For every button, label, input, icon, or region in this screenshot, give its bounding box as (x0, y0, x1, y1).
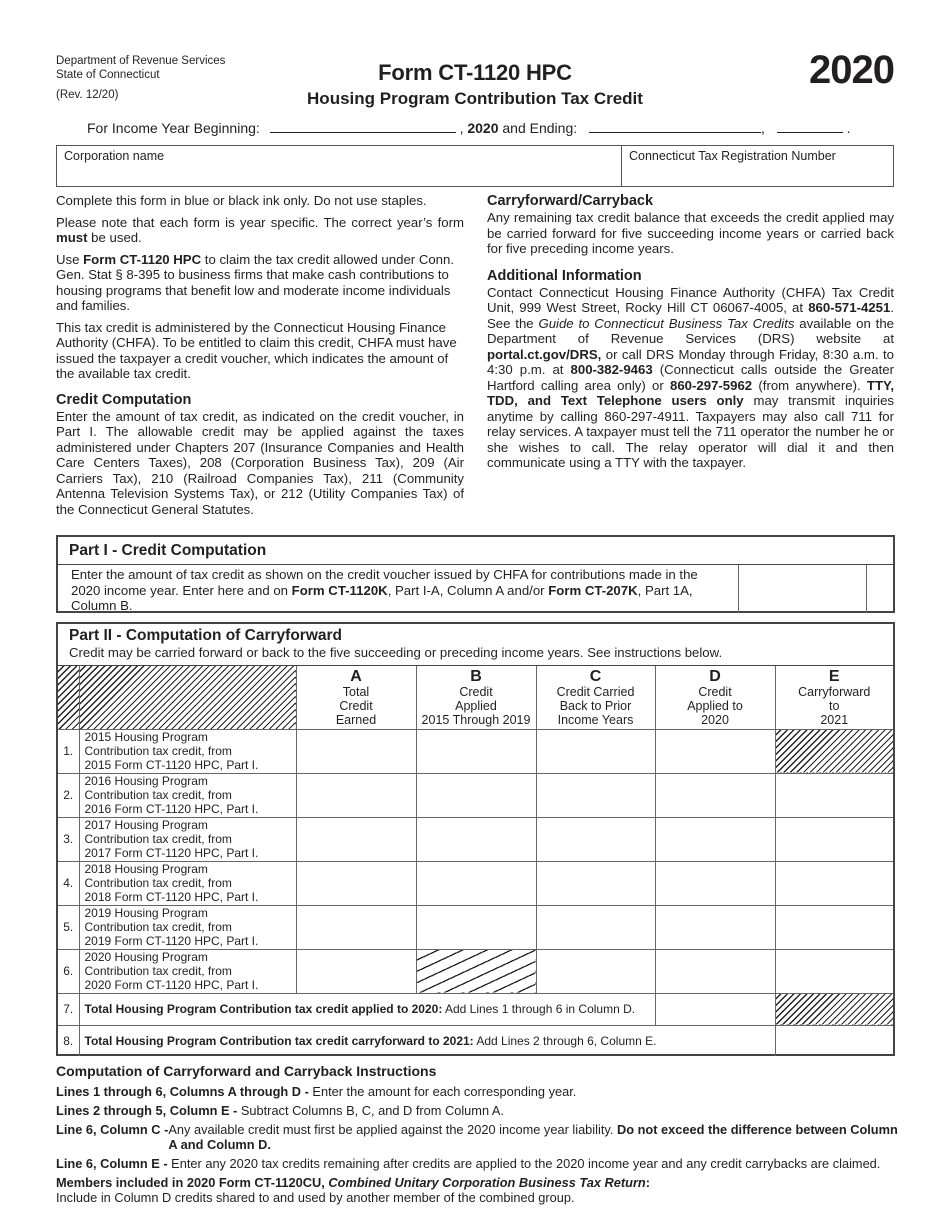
line6-col-c-field[interactable] (536, 949, 655, 993)
line2-col-b-field[interactable] (416, 773, 536, 817)
additional-info-body: Contact Connecticut Housing Finance Authority (CHFA) Tax Credit Unit, 999 West Street, Rocky Hill CT 06067-4005, at 860-571-4251. See the Guide to Connecticut Business Tax Credits available on the Department of Revenue Services (DRS) website at portal.ct.gov/DRS, or call DRS Monday through Friday, 8:30 a.m. to 4:30 p.m. at 800-382-9463 (Connecticut calls outside the Greater Hartford calling area only) or 860-297-5962 (from anywhere). TTY, TDD, and Text Telephone users only may transmit inquiries anytime by calling 860-297-4911. Taxpayers may also call 711 for relay services. A taxpayer must tell the 711 operator the number he or she wishes to call. The relay operator will dial it and then communicate using a TTY with the taxpayer. (487, 284, 895, 470)
guide-title: Guide to Connecticut Business Tax Credits (538, 315, 795, 331)
line1-col-c-field[interactable] (536, 729, 655, 773)
line2-col-d-field[interactable] (655, 773, 775, 817)
income-year-beginning-label: For Income Year Beginning: (87, 120, 260, 136)
tty-note: TTY, TDD, and Text Telephone users only (487, 377, 895, 408)
income-year-bold: 2020 (467, 120, 499, 136)
line5-col-c-field[interactable] (536, 905, 655, 949)
line5-col-e-field[interactable] (775, 905, 893, 949)
income-year-line: For Income Year Beginning: , 2020 and Ending: , . (87, 120, 851, 136)
info-column (487, 193, 894, 477)
income-year-ending-year-field[interactable] (777, 121, 843, 133)
instructions-section (56, 1064, 906, 1205)
form-purpose: Use Form CT-1120 HPC to claim the tax credit allowed under Conn. Gen. Stat § 8-395 to business firms that make cash contributions to housing programs that benefit low and moderate income individuals and families. (56, 251, 455, 313)
table-row (58, 729, 893, 773)
column-header-e: E Carryforward to 2021 (775, 666, 893, 729)
line3-col-a-field[interactable] (296, 817, 416, 861)
form-title: Form CT-1120 HPC (378, 60, 572, 85)
hatched-cell (58, 666, 79, 729)
line2-col-a-field[interactable] (296, 773, 416, 817)
part1-amount-field[interactable] (739, 565, 867, 613)
credit-computation-heading: Credit Computation (56, 391, 192, 408)
table-row-total-carryforward (58, 1025, 893, 1056)
column-header-b: B Credit Applied 2015 Through 2019 (416, 666, 536, 729)
corporation-name-field[interactable] (57, 146, 622, 186)
line-number: 5. (58, 905, 79, 949)
line4-col-b-field[interactable] (416, 861, 536, 905)
column-header-d: D Credit Applied to 2020 (655, 666, 775, 729)
line-number: 4. (58, 861, 79, 905)
line2-col-c-field[interactable] (536, 773, 655, 817)
line1-col-a-field[interactable] (296, 729, 416, 773)
line1-col-d-field[interactable] (655, 729, 775, 773)
drs-phone-any: 860-297-5962 (670, 377, 753, 393)
income-year-beginning-field[interactable] (270, 121, 456, 133)
drs-phone-ct: 800-382-9463 (570, 362, 653, 377)
line8-description: Total Housing Program Contribution tax credit carryforward to 2021: Add Lines 2 through 6, Column E. (79, 1025, 775, 1056)
part2-section (56, 622, 895, 1056)
drs-website: portal.ct.gov/DRS, (487, 346, 602, 362)
line6-col-d-field[interactable] (655, 949, 775, 993)
additional-info-heading: Additional Information (487, 267, 642, 284)
credit-computation-body: Enter the amount of tax credit, as indicated on the credit voucher, in Part I. The allowable credit may be applied against the taxes administered under Chapters 207 (Insurance Companies and Health Care Centers Taxes), 208 (Corporation Business Tax), 209 (Air Carriers Tax), 210 (Railroad Companies Tax), 211 (Community Antenna Television Systems Tax), or 212 (Utility Companies Tax) of the Connecticut General Statutes. (56, 408, 464, 517)
corporation-name-label: Corporation name (64, 149, 165, 163)
line5-col-a-field[interactable] (296, 905, 416, 949)
column-header-c: C Credit Carried Back to Prior Income Years (536, 666, 655, 729)
form-year: 2020 (809, 48, 894, 92)
line4-col-c-field[interactable] (536, 861, 655, 905)
column-header-row (58, 666, 893, 729)
line-number: 8. (58, 1025, 79, 1056)
part1-section (56, 535, 895, 613)
line3-col-d-field[interactable] (655, 817, 775, 861)
combined-members-note: Members included in 2020 Form CT-1120CU, Combined Unitary Corporation Business Tax Return: (56, 1175, 651, 1190)
taxpayer-id-box (56, 145, 894, 187)
line-description: 2019 Housing Program Contribution tax credit, from 2019 Form CT-1120 HPC, Part I. (79, 905, 296, 949)
line-description: 2018 Housing Program Contribution tax credit, from 2018 Form CT-1120 HPC, Part I. (79, 861, 296, 905)
column-header-a: A Total Credit Earned (296, 666, 416, 729)
part1-title: Part I - Credit Computation (58, 537, 893, 565)
line-number: 3. (58, 817, 79, 861)
table-row (58, 905, 893, 949)
revision-date: (Rev. 12/20) (56, 89, 119, 101)
table-row-total-applied (58, 993, 893, 1025)
income-year-ending-label: and Ending: (502, 120, 578, 136)
line-number: 1. (58, 729, 79, 773)
form-subtitle: Housing Program Contribution Tax Credit (307, 89, 643, 108)
instructions-heading: Computation of Carryforward and Carryback Instructions (56, 1063, 437, 1079)
hatched-cell (416, 949, 536, 993)
instruction-lines-2-5: Lines 2 through 5, Column E - Subtract Columns B, C, and D from Column A. (56, 1103, 505, 1118)
line4-col-d-field[interactable] (655, 861, 775, 905)
line7-total-field[interactable] (655, 993, 775, 1025)
intro-column (56, 193, 464, 523)
carryforward-body: Any remaining tax credit balance that exceeds the credit applied may be carried forward for five succeeding income years or carried back for five preceding income years. (487, 210, 894, 256)
table-row (58, 949, 893, 993)
line6-col-e-field[interactable] (775, 949, 893, 993)
state-name: State of Connecticut (56, 69, 160, 81)
line3-col-c-field[interactable] (536, 817, 655, 861)
line3-col-b-field[interactable] (416, 817, 536, 861)
hatched-cell (775, 729, 893, 773)
line-number: 6. (58, 949, 79, 993)
line5-col-d-field[interactable] (655, 905, 775, 949)
carryforward-table (58, 666, 893, 1056)
registration-number-field[interactable] (622, 146, 893, 186)
line7-description: Total Housing Program Contribution tax credit applied to 2020: Add Lines 1 through 6 in Column D. (79, 993, 655, 1025)
hatched-cell (775, 993, 893, 1025)
line3-col-e-field[interactable] (775, 817, 893, 861)
line-description: 2017 Housing Program Contribution tax credit, from 2017 Form CT-1120 HPC, Part I. (79, 817, 296, 861)
line-description: 2016 Housing Program Contribution tax credit, from 2016 Form CT-1120 HPC, Part I. (79, 773, 296, 817)
chfa-phone: 860-571-4251 (808, 300, 891, 315)
agency-name: Department of Revenue Services (56, 55, 226, 67)
line-description: 2020 Housing Program Contribution tax credit, from 2020 Form CT-1120 HPC, Part I. (79, 949, 296, 993)
line4-col-a-field[interactable] (296, 861, 416, 905)
line4-col-e-field[interactable] (775, 861, 893, 905)
part2-subtitle: Credit may be carried forward or back to the five succeeding or preceding income years. See instructions below. (69, 645, 723, 660)
table-row (58, 817, 893, 861)
line1-col-b-field[interactable] (416, 729, 536, 773)
instruction-line6-col-e: Line 6, Column E - Enter any 2020 tax credits remaining after credits are applied to the 2020 income year and any credit carrybacks are claimed. (56, 1156, 881, 1171)
table-row (58, 773, 893, 817)
hatched-cell (79, 666, 296, 729)
income-year-ending-field[interactable] (589, 121, 761, 133)
year-specific-note: Please note that each form is year specific. The correct year’s form must be used. (56, 214, 464, 245)
line8-total-field[interactable] (775, 1025, 893, 1056)
part1-cents-field[interactable] (867, 565, 893, 613)
line2-col-e-field[interactable] (775, 773, 893, 817)
chfa-administration: This tax credit is administered by the Connecticut Housing Finance Authority (CHFA). To be entitled to claim this credit, CHFA must have issued the taxpayer a credit voucher, which indicates the amount of the available tax credit. (56, 319, 457, 381)
line-number: 7. (58, 993, 79, 1025)
instruction-lines-1-6: Lines 1 through 6, Columns A through D - Enter the amount for each corresponding year. (56, 1084, 577, 1099)
line-description: 2015 Housing Program Contribution tax credit, from 2015 Form CT-1120 HPC, Part I. (79, 729, 296, 773)
part1-instruction: Enter the amount of tax credit as shown on the credit voucher issued by CHFA for contributions made in the 2020 income year. Enter here and on Form CT-1120K, Part I-A, Column A and/or Form CT-207K, Part 1A, Column B. (58, 565, 739, 613)
combined-members-instruction: Include in Column D credits shared to and used by another member of the combined group. (56, 1190, 575, 1205)
carryforward-heading: Carryforward/Carryback (487, 193, 654, 209)
table-row (58, 861, 893, 905)
line5-col-b-field[interactable] (416, 905, 536, 949)
ink-instruction: Complete this form in blue or black ink only. Do not use staples. (56, 193, 427, 208)
registration-number-label: Connecticut Tax Registration Number (629, 149, 836, 163)
line6-col-a-field[interactable] (296, 949, 416, 993)
line-number: 2. (58, 773, 79, 817)
instruction-line6-col-c: Line 6, Column C - Any available credit must first be applied against the 2020 income year liability. Do not exceed the difference between Column A and Column D. (56, 1122, 898, 1152)
part2-title: Part II - Computation of Carryforward (69, 627, 342, 644)
